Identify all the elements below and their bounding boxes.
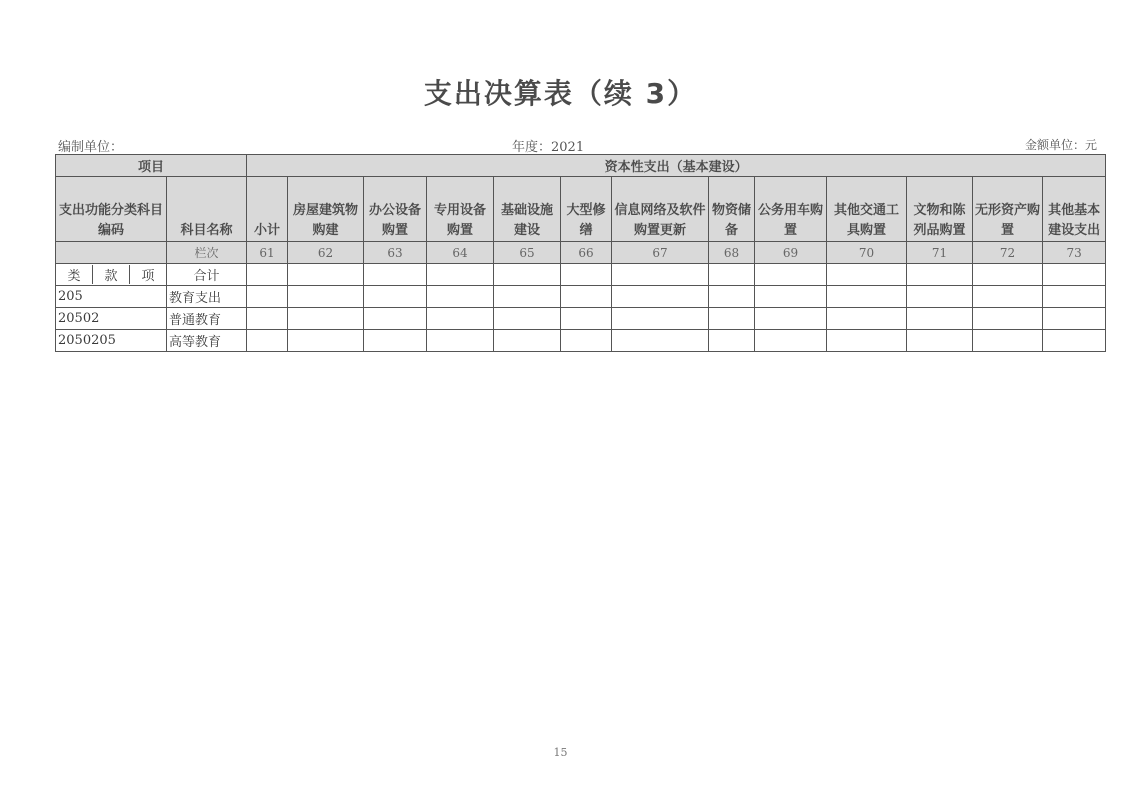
- header-subject-name: 科目名称: [167, 177, 247, 242]
- header-col-72: 无形资产购置: [973, 177, 1043, 242]
- header-col-70: 其他交通工具购置: [827, 177, 907, 242]
- page-number: 15: [553, 746, 568, 759]
- class-label-xiang: 项: [141, 269, 155, 284]
- colnum-61: 61: [247, 242, 288, 264]
- header-col-65: 基础设施建设: [494, 177, 561, 242]
- table-row: [56, 286, 1106, 308]
- page-title: 支出决算表（续 3）: [423, 77, 698, 110]
- colnum-62: 62: [288, 242, 364, 264]
- header-function-code: 支出功能分类科目编码: [56, 177, 167, 242]
- header-project: 项目: [56, 155, 247, 177]
- row-code: 2050205: [56, 330, 167, 352]
- year-label: 年度：2021: [512, 140, 585, 155]
- row-name: 普通教育: [167, 308, 247, 330]
- lanci-blank: [56, 242, 167, 264]
- class-labels: [56, 264, 167, 286]
- colnum-63: 63: [364, 242, 427, 264]
- row-code: 205: [56, 286, 167, 308]
- colnum-67: 67: [612, 242, 709, 264]
- colnum-70: 70: [827, 242, 907, 264]
- row-name: 高等教育: [167, 330, 247, 352]
- colnum-72: 72: [973, 242, 1043, 264]
- table-row: [56, 308, 1106, 330]
- header-col-73: 其他基本建设支出: [1043, 177, 1106, 242]
- colnum-64: 64: [427, 242, 494, 264]
- header-col-68: 物资储备: [709, 177, 755, 242]
- class-label-lei: 类: [56, 265, 93, 284]
- header-col-61: 小计: [247, 177, 288, 242]
- total-label: 合计: [167, 264, 247, 286]
- header-col-69: 公务用车购置: [755, 177, 827, 242]
- header-col-64: 专用设备购置: [427, 177, 494, 242]
- unit-label: 编制单位：: [58, 140, 124, 155]
- colnum-73: 73: [1043, 242, 1106, 264]
- header-col-71: 文物和陈列品购置: [907, 177, 973, 242]
- header-capital-expenditure: 资本性支出（基本建设）: [247, 155, 1106, 177]
- table-row: [56, 330, 1106, 352]
- expenditure-table: [55, 154, 1106, 352]
- colnum-66: 66: [561, 242, 612, 264]
- row-code: 20502: [56, 308, 167, 330]
- lanci-label: 栏次: [167, 242, 247, 264]
- row-name: 教育支出: [167, 286, 247, 308]
- colnum-71: 71: [907, 242, 973, 264]
- amount-unit-label: 金额单位：元: [1024, 138, 1097, 152]
- colnum-69: 69: [755, 242, 827, 264]
- header-col-62: 房屋建筑物购建: [288, 177, 364, 242]
- class-label-kuan: 款: [93, 265, 130, 284]
- colnum-65: 65: [494, 242, 561, 264]
- header-col-66: 大型修缮: [561, 177, 612, 242]
- colnum-68: 68: [709, 242, 755, 264]
- header-col-67: 信息网络及软件购置更新: [612, 177, 709, 242]
- header-col-63: 办公设备购置: [364, 177, 427, 242]
